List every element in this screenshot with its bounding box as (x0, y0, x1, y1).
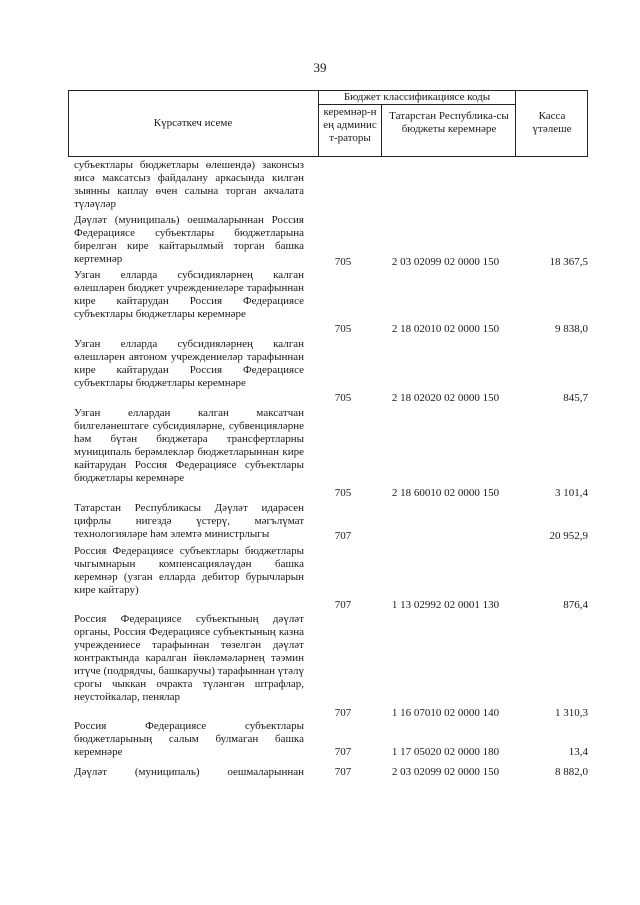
table-row-name: Дәүләт (муниципаль) оешмаларыннан Россия Федерациясе субъектлары бюджетларына бирелгән кире кайтарылмый торган башка кертемнәр (74, 214, 304, 265)
table-row-name: субъектлары бюджетлары өлешендә) законсыз яисә максатсыз файдалану аркасында килгән зыянны каплау өчен салына торган акчалата түләүләр (74, 159, 304, 210)
table-row-name: Россия Федерациясе субъектлары бюджетлары чыгымнарын компенсацияләүдән башка керемнәр (узган елларда дебитор бурычларын кире кайтару) (74, 545, 304, 596)
header-vline-left (68, 90, 69, 156)
table-row-admin: 707 (334, 599, 352, 611)
table-row-name: Узган еллардан калган максатчан билгеләнештәге субсидияләрне, субвенцияләрне һәм бүтән бюджетара трансфертларны муниципаль берәмлекләр бюджетларыннан кире кайтарудан Россия Федерациясе субъектлары бюджетлары керемнәре (74, 407, 304, 484)
table-row-admin: 705 (334, 392, 352, 404)
table-row-amount: 845,7 (563, 392, 588, 404)
header-vline-1 (318, 90, 319, 156)
table-row-amount: 9 838,0 (555, 323, 588, 335)
table-row-code: 2 18 60010 02 0000 150 (391, 487, 500, 499)
table-row-code: 2 03 02099 02 0000 150 (391, 766, 500, 778)
table-row-code: 2 18 02020 02 0000 150 (391, 392, 500, 404)
table-row-name: Татарстан Республикасы Дәүләт идарәсен цифрлы нигездә үстерү, мәгълүмат технологияләре һәм элемтә министрлыгы (74, 502, 304, 540)
table-row-admin: 705 (334, 487, 352, 499)
table-row-admin: 705 (334, 323, 352, 335)
table-row-code: 1 17 05020 02 0000 180 (391, 746, 500, 758)
table-row-amount: 18 367,5 (549, 256, 588, 268)
header-cash-execution: Касса үтәлеше (532, 110, 572, 135)
table-row-amount: 8 882,0 (555, 766, 588, 778)
header-vline-3 (515, 90, 516, 156)
header-vline-right (587, 90, 588, 156)
table-row-name: Россия Федерациясе субъектлары бюджетларының салым булмаган башка керемнәре (74, 720, 304, 758)
header-admin: керемнәр-нең админист-раторы (323, 106, 377, 144)
table-row-admin: 707 (334, 530, 352, 542)
table-row-amount: 20 952,9 (549, 530, 588, 542)
header-vline-2 (381, 104, 382, 156)
header-tatarstan-revenue: Татарстан Республика-сы бюджеты керемнәре (389, 110, 509, 135)
header-budget-code-group: Бюджет классификациясе коды (343, 91, 491, 103)
table-row-code: 1 13 02992 02 0001 130 (391, 599, 500, 611)
table-row-name: Узган елларда субсидияләрнең калган өлешләрен бюджет учреждениеләре тарафыннан кире кайтарудан Россия Федерациясе субъектлары бюджетлары керемнәре (74, 269, 304, 320)
header-border-mid (318, 104, 515, 105)
table-row-code: 1 16 07010 02 0000 140 (391, 707, 500, 719)
page-number: 39 (313, 60, 327, 75)
table-row-admin: 705 (334, 256, 352, 268)
table-row-amount: 3 101,4 (555, 487, 588, 499)
table-row-amount: 13,4 (568, 746, 588, 758)
table-row-name: Узган елларда субсидияләрнең калган өлешләрен автоном учреждениеләр тарафыннан кире кайтарудан Россия Федерациясе субъектлары бюджетлары керемнәре (74, 338, 304, 389)
header-border-bottom (68, 156, 588, 157)
header-indicator-name: Күрсәткеч исеме (153, 117, 233, 129)
table-row-admin: 707 (334, 746, 352, 758)
table-row-admin: 707 (334, 707, 352, 719)
table-row-name: Россия Федерациясе субъектының дәүләт органы, Россия Федерациясе субъектының казна учреждениесе тарафыннан төзелгән дәүләт контрактында каралган йөкләмәләрнең тәэмин итүче (подрядчы, башкаручы) тарафыннан үтәлү срогы чыккан очракта түләнгән штрафлар, неустойкалар, пенялар (74, 613, 304, 703)
table-row-amount: 876,4 (563, 599, 588, 611)
table-row-code: 2 18 02010 02 0000 150 (391, 323, 500, 335)
table-row-admin: 707 (334, 766, 352, 778)
table-row-amount: 1 310,3 (555, 707, 588, 719)
table-row-code: 2 03 02099 02 0000 150 (391, 256, 500, 268)
table-row-name: Дәүләт (муниципаль) оешмаларыннан (74, 766, 304, 778)
